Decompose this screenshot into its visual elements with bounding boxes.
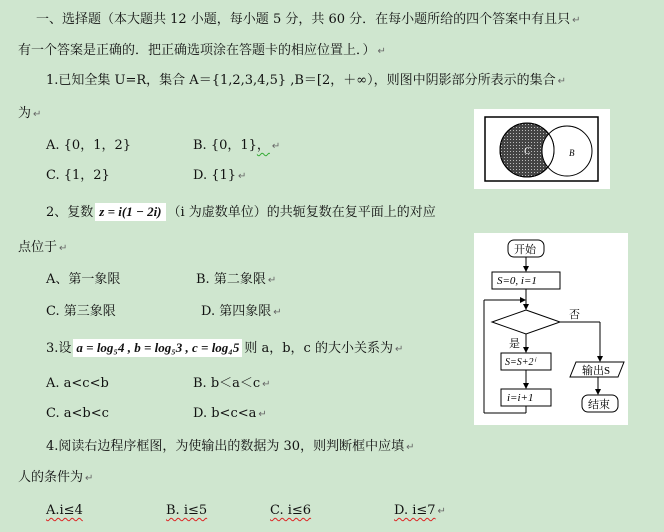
q3-option-b-text: B. b＜a＜c: [193, 376, 261, 391]
flowchart-svg: [474, 233, 628, 425]
paragraph-mark: ↵: [557, 76, 566, 87]
paragraph-mark: ↵: [394, 344, 404, 355]
section-header-line1: [36, 12, 581, 29]
flow-init-label: S=0, i=1: [497, 275, 537, 287]
paragraph-mark: ↵: [59, 243, 68, 254]
q3-option-c-text: C. a<b<c: [46, 406, 109, 421]
flowchart: [474, 233, 628, 425]
paragraph-mark: ↵: [271, 141, 281, 152]
q2-option-c: [46, 304, 116, 320]
section-header-line2: [18, 43, 386, 60]
q2-option-c-text: C. 第三象限: [46, 304, 116, 319]
question-1-cont-text: 为: [18, 106, 32, 121]
paragraph-mark: ↵: [377, 46, 386, 57]
question-1: [46, 73, 566, 90]
q1-option-a: [46, 138, 131, 154]
q2-option-a-text: A、第一象限: [46, 272, 121, 287]
q3-option-d: [193, 406, 267, 423]
q1-option-b-tail: ，: [256, 138, 270, 153]
venn-label-c: C: [524, 146, 531, 157]
q3-option-b: [193, 376, 271, 393]
paragraph-mark: ↵: [437, 506, 446, 517]
flow-no-label: 否: [569, 309, 580, 321]
q4-options: [46, 503, 446, 520]
q1-option-d-text: D. {1}: [193, 168, 237, 183]
paragraph-mark: ↵: [406, 442, 415, 453]
q4-option-d: D. i≤7: [394, 503, 436, 518]
flow-decision: [492, 310, 560, 334]
paragraph-mark: ↵: [33, 109, 42, 120]
question-3-formula: a = log₅4 , b = log₅3 , c = log₄5: [73, 339, 242, 357]
q2-option-b-text: B. 第二象限: [196, 272, 266, 287]
question-2: [46, 203, 436, 221]
q1-option-a-text: A. {0，1，2}: [46, 138, 132, 153]
q3-option-a-text: A. a<c<b: [46, 376, 109, 391]
question-2-cont: [18, 240, 67, 257]
q3-option-c: [46, 406, 109, 422]
flow-update-s-label: S=S+2ⁱ: [505, 357, 536, 368]
question-1-cont: [18, 106, 41, 123]
flow-output-label: 输出S: [582, 365, 611, 377]
question-3-prefix: 3.设: [46, 341, 72, 356]
paragraph-mark: ↵: [85, 473, 94, 484]
q2-option-a: [46, 272, 120, 288]
question-4-cont-text: 人的条件为: [18, 470, 84, 485]
question-2-cont-text: 点位于: [18, 240, 58, 255]
question-4-cont: [18, 470, 93, 487]
q3-option-d-text: D. b<c<a: [193, 406, 257, 421]
question-4: [46, 439, 414, 456]
question-3: [46, 339, 403, 358]
paragraph-mark: ↵: [258, 409, 267, 420]
paragraph-mark: ↵: [273, 307, 282, 318]
q4-option-b: B. i≤5: [166, 503, 208, 518]
venn-svg: [474, 109, 610, 189]
q1-option-c: [46, 168, 110, 184]
question-2-formula: z = i(1 − 2i): [95, 203, 165, 221]
paragraph-mark: ↵: [267, 275, 277, 286]
venn-diagram: [474, 109, 610, 189]
flow-end-label: 结束: [588, 399, 610, 411]
paragraph-mark: ↵: [572, 15, 581, 26]
section-header-text: 一、选择题（本大题共 12 小题，每小题 5 分，共 60 分．在每小题所给的四个答案中有且只: [36, 12, 571, 27]
section-header-text-2: 有一个答案是正确的．把正确选项涂在答题卡的相应位置上．）: [18, 43, 376, 58]
question-4-text: 4.阅读右边程序框图，为使输出的数据为 30，则判断框中应填: [46, 439, 405, 454]
q2-option-d: [201, 304, 282, 321]
q4-option-a: A.i≤4: [46, 503, 83, 518]
question-2-suffix: （i 为虚数单位）的共轭复数在复平面上的对应: [167, 205, 436, 220]
paragraph-mark: ↵: [238, 171, 247, 182]
question-2-prefix: 2、复数: [46, 205, 94, 220]
q1-option-b-text: B. {0，1}: [193, 138, 257, 153]
question-1-text: 1.已知全集 U=R，集合 A＝{1,2,3,4,5} ,B＝[2，＋∞），则图中阴影部分所表示的集合: [46, 73, 556, 88]
q1-option-b: [193, 138, 280, 155]
flow-start-label: 开始: [514, 244, 536, 256]
question-3-suffix: 则 a，b，c 的大小关系为: [244, 341, 393, 356]
flow-yes-label: 是: [509, 338, 520, 350]
q1-option-d: [193, 168, 246, 185]
flow-update-i-label: i=i+1: [507, 392, 534, 404]
venn-label-b: B: [569, 148, 575, 158]
paragraph-mark: ↵: [262, 379, 271, 390]
q2-option-b: [184, 272, 276, 289]
q4-option-c: C. i≤6: [270, 503, 312, 518]
q2-option-d-text: D. 第四象限: [201, 304, 272, 319]
q3-option-a: [46, 376, 109, 392]
q1-option-c-text: C. {1，2}: [46, 168, 110, 183]
